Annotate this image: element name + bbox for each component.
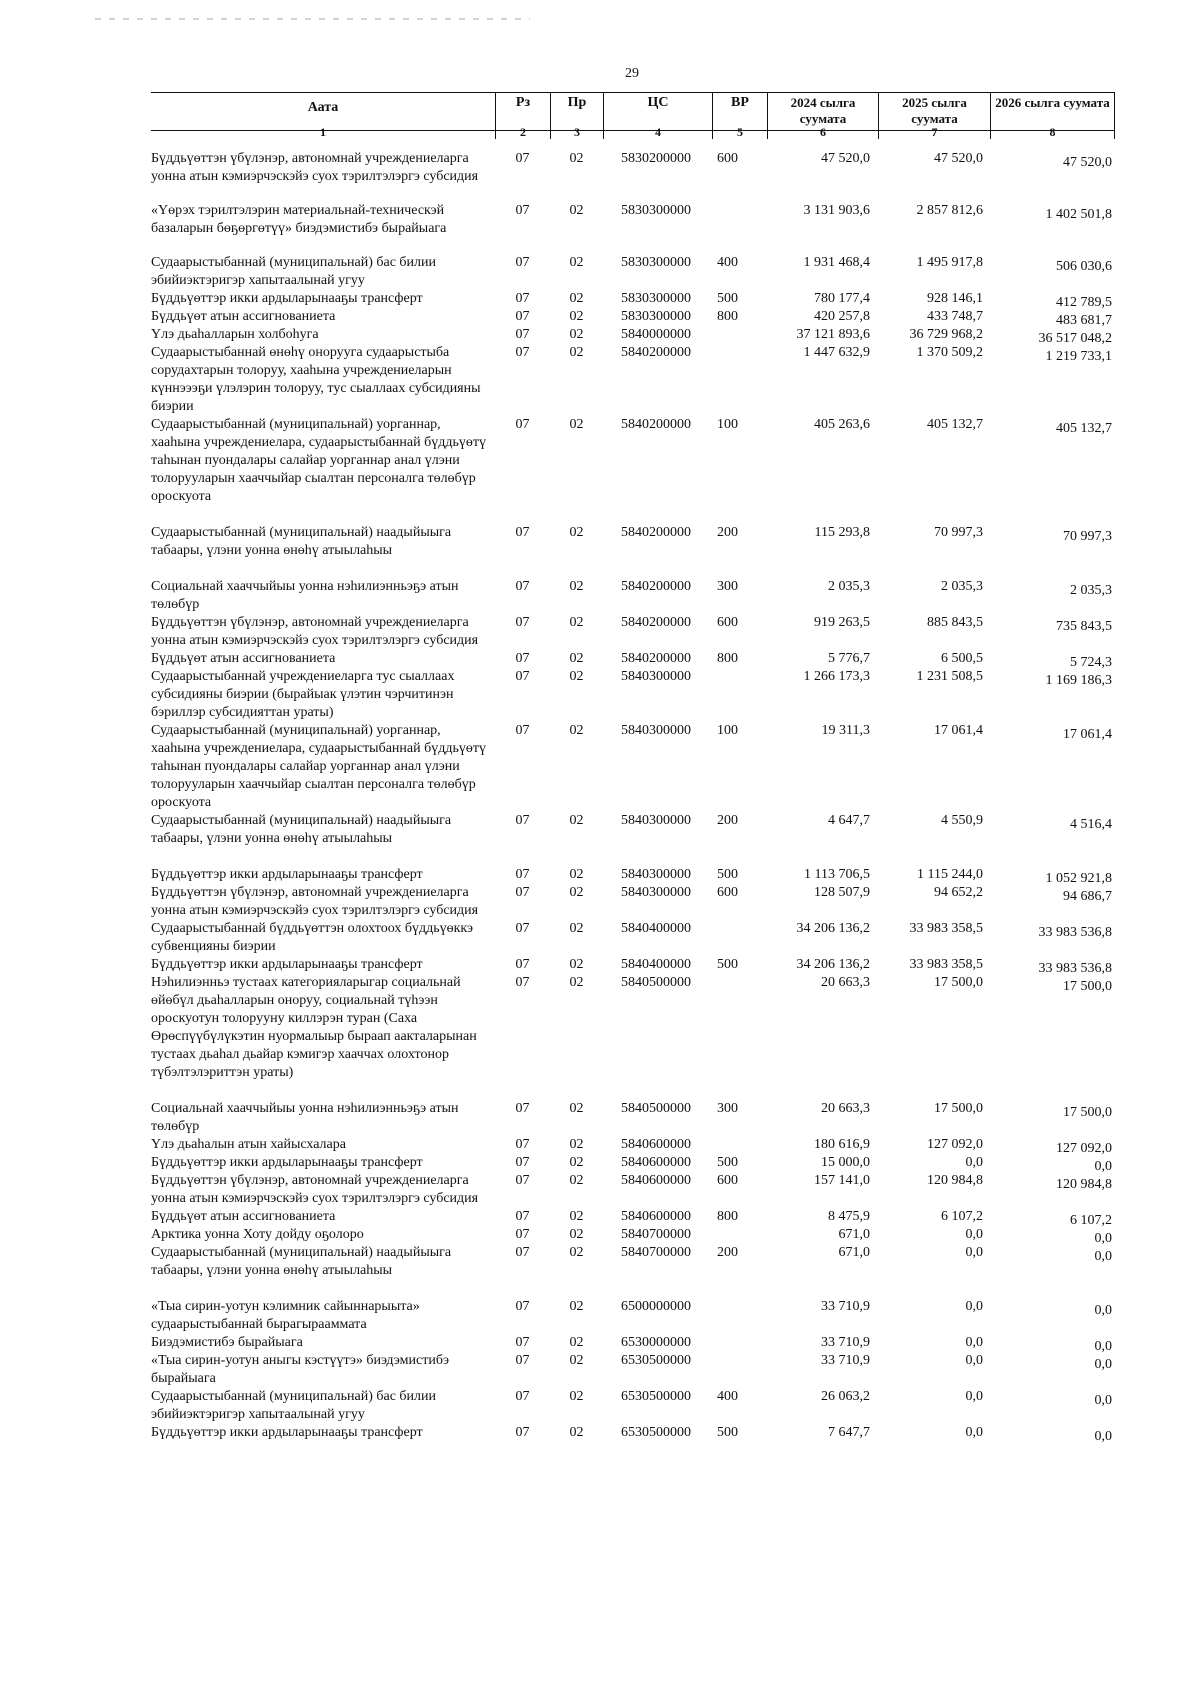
row-2026: 17 061,4 [1063,727,1112,742]
table-row [151,254,1115,290]
row-name: Судаарыстыбаннай (муниципальнай) уорганнар, хааһына учреждениелара, судаарыстыбаннай бүддьүөтү таһынан пуондалары салайар уорганнар анал үлэни толорууларын хааччыйар сыалтан персоналга төлөбүр ороскуота [151,723,486,810]
row-rz: 07 [515,723,530,738]
row-pr: 02 [569,975,584,990]
row-name: Судаарыстыбаннай бүддьүөттэн олохтоох бүддьүөккэ субвенцияны биэрии [151,921,474,954]
row-2024: 2 035,3 [828,579,870,594]
table-row [151,1388,1115,1424]
row-2024: 34 206 136,2 [796,957,870,972]
row-2025: 1 115 244,0 [917,867,983,882]
row-name: Судаарыстыбаннай (муниципальнай) наадыйыыга табаары, үлэни уонна өнөһү атыылаһыы [151,1245,452,1278]
row-vr: 500 [717,291,738,306]
row-2026: 1 219 733,1 [1045,349,1112,364]
row-2025: 0,0 [965,1155,983,1170]
col-num: 8 [990,125,1115,139]
row-rz: 07 [515,1389,530,1404]
row-2025: 0,0 [965,1227,983,1242]
row-vr: 400 [717,255,738,270]
table-row [151,1334,1115,1352]
column-number-row [151,125,1115,139]
row-rz: 07 [515,669,530,684]
row-cs: 6500000000 [621,1299,691,1314]
row-2026: 17 500,0 [1063,979,1112,994]
row-pr: 02 [569,1101,584,1116]
row-2026: 0,0 [1094,1339,1112,1354]
row-rz: 07 [515,1173,530,1188]
row-vr: 500 [717,1155,738,1170]
row-2025: 0,0 [965,1245,983,1260]
row-rz: 07 [515,417,530,432]
row-rz: 07 [515,921,530,936]
row-2024: 37 121 893,6 [796,327,870,342]
row-rz: 07 [515,291,530,306]
row-2025: 47 520,0 [934,151,983,166]
row-vr: 300 [717,1101,738,1116]
row-name: Бүддьүөт атын ассигнованиета [151,309,336,324]
row-rz: 07 [515,345,530,360]
col-num: 3 [550,125,603,139]
row-2025: 1 231 508,5 [916,669,983,684]
row-pr: 02 [569,1389,584,1404]
row-2025: 0,0 [965,1299,983,1314]
row-2024: 20 663,3 [821,975,870,990]
row-2025: 0,0 [965,1425,983,1440]
row-2026: 1 052 921,8 [1045,871,1112,886]
row-rz: 07 [515,1101,530,1116]
table-row [151,1226,1115,1244]
table-row [151,884,1115,920]
table-row [151,290,1115,308]
row-pr: 02 [569,1137,584,1152]
col-num: 1 [320,125,326,139]
row-2025: 1 495 917,8 [916,255,983,270]
header-aata: Аата [307,100,339,115]
row-2024: 919 263,5 [814,615,870,630]
table-row [151,344,1115,416]
row-2025: 6 107,2 [941,1209,983,1224]
table-row [151,1100,1115,1136]
row-vr: 200 [717,525,738,540]
row-2024: 19 311,3 [821,723,870,738]
row-2024: 15 000,0 [821,1155,870,1170]
row-rz: 07 [515,525,530,540]
row-rz: 07 [515,1155,530,1170]
table-row [151,202,1115,238]
row-name: «Үөрэх тэрилтэлэрин материальнай-техническэй базаларын бөҕөргөтүү» биэдэмистибэ бырайыага [151,203,447,236]
row-cs: 5830200000 [621,151,691,166]
row-name: Бүддьүөттэн үбүлэнэр, автономнай учреждениеларга уонна атын кэмиэрчэскэйэ суох тэрилтэлэргэ субсидия [151,615,479,648]
row-name: Бүддьүөттэр икки ардыларынааҕы трансферт [151,1425,423,1440]
row-rz: 07 [515,975,530,990]
row-2026: 412 789,5 [1056,295,1112,310]
row-cs: 5840500000 [621,1101,691,1116]
scan-noise-line [95,18,530,20]
table-row [151,722,1115,812]
row-cs: 5830300000 [621,309,691,324]
row-2026: 47 520,0 [1063,155,1112,170]
row-vr: 600 [717,885,738,900]
table-row [151,974,1115,1082]
row-2024: 26 063,2 [821,1389,870,1404]
row-2026: 33 983 536,8 [1038,925,1112,940]
table-row [151,150,1115,186]
row-2025: 0,0 [965,1353,983,1368]
table-row [151,650,1115,668]
row-cs: 5840200000 [621,345,691,360]
row-pr: 02 [569,291,584,306]
table-row [151,866,1115,884]
row-2026: 33 983 536,8 [1038,961,1112,976]
row-rz: 07 [515,813,530,828]
row-cs: 5840300000 [621,885,691,900]
row-2024: 1 447 632,9 [803,345,870,360]
row-2024: 1 266 173,3 [803,669,870,684]
row-rz: 07 [515,1299,530,1314]
row-pr: 02 [569,1155,584,1170]
table-row [151,1136,1115,1154]
row-2026: 1 402 501,8 [1045,207,1112,222]
row-name: Нэһилиэнньэ тустаах категорияларыгар социальнай өйөбүл дьаһалларын оноруу, социальнай түһээн ороскуотун толорууну киллэрэн туран (Саха Өрөспүүбүлүкэтин нуормалыыр быраап аакталарынан тустаах дьаһал дьайар кэмигэр хааччах олохтонор түбэлтэлэриттэн ураты) [151,975,477,1080]
row-2024: 671,0 [838,1227,870,1242]
row-2025: 6 500,5 [941,651,983,666]
row-2024: 8 475,9 [828,1209,870,1224]
row-pr: 02 [569,345,584,360]
row-vr: 500 [717,867,738,882]
row-rz: 07 [515,651,530,666]
row-cs: 5830300000 [621,203,691,218]
row-cs: 5840000000 [621,327,691,342]
col-num: 6 [767,125,878,139]
row-2026: 0,0 [1094,1249,1112,1264]
row-2024: 47 520,0 [821,151,870,166]
row-rz: 07 [515,885,530,900]
header-2024: 2024 сылга суумата [767,92,878,125]
row-2025: 94 652,2 [934,885,983,900]
table-row [151,524,1115,560]
row-2026: 120 984,8 [1056,1177,1112,1192]
row-vr: 800 [717,1209,738,1224]
row-name: Судаарыстыбаннай (муниципальнай) бас билии эбийиэктэригэр хапытаалынай угуу [151,255,437,288]
row-pr: 02 [569,579,584,594]
row-2026: 0,0 [1094,1393,1112,1408]
row-cs: 5840600000 [621,1155,691,1170]
table-row [151,1172,1115,1208]
row-2026: 0,0 [1094,1429,1112,1444]
table-row [151,1424,1115,1442]
row-rz: 07 [515,1335,530,1350]
row-2026: 0,0 [1094,1159,1112,1174]
row-cs: 5840200000 [621,579,691,594]
row-pr: 02 [569,1245,584,1260]
row-rz: 07 [515,957,530,972]
table-row [151,1352,1115,1388]
row-2026: 2 035,3 [1070,583,1112,598]
row-2026: 1 169 186,3 [1045,673,1112,688]
row-2025: 127 092,0 [927,1137,983,1152]
table-row [151,308,1115,326]
row-2026: 0,0 [1094,1303,1112,1318]
table-row [151,668,1115,722]
row-2024: 20 663,3 [821,1101,870,1116]
row-2024: 128 507,9 [814,885,870,900]
row-name: Бүддьүөттэн үбүлэнэр, автономнай учреждениеларга уонна атын кэмиэрчэскэйэ суох тэрилтэлэргэ субсидия [151,885,479,918]
row-2024: 3 131 903,6 [803,203,870,218]
row-2025: 17 061,4 [934,723,983,738]
row-2025: 433 748,7 [927,309,983,324]
row-vr: 500 [717,957,738,972]
row-vr: 800 [717,309,738,324]
row-cs: 5840400000 [621,921,691,936]
table-row [151,614,1115,650]
row-2026: 4 516,4 [1070,817,1112,832]
row-2024: 115 293,8 [814,525,870,540]
row-pr: 02 [569,1299,584,1314]
row-cs: 5840200000 [621,525,691,540]
table-row [151,416,1115,506]
col-num: 2 [495,125,550,139]
row-2025: 2 857 812,6 [916,203,983,218]
row-2025: 17 500,0 [934,975,983,990]
row-pr: 02 [569,813,584,828]
row-rz: 07 [515,1209,530,1224]
row-name: Үлэ дьаһалларын холбоһуга [151,327,319,342]
row-2025: 1 370 509,2 [916,345,983,360]
row-2025: 33 983 358,5 [909,957,983,972]
row-2025: 120 984,8 [927,1173,983,1188]
row-cs: 5840600000 [621,1209,691,1224]
row-2026: 0,0 [1094,1357,1112,1372]
row-pr: 02 [569,957,584,972]
row-pr: 02 [569,867,584,882]
row-pr: 02 [569,1335,584,1350]
row-name: Бүддьүөттэн үбүлэнэр, автономнай учреждениеларга уонна атын кэмиэрчэскэйэ суох тэрилтэлэргэ субсидия [151,151,479,184]
row-cs: 5840300000 [621,723,691,738]
col-num: 4 [603,125,712,139]
row-2026: 36 517 048,2 [1038,331,1112,346]
header-2025: 2025 сылга суумата [878,92,990,125]
row-rz: 07 [515,203,530,218]
table-row [151,920,1115,956]
row-pr: 02 [569,1173,584,1188]
row-2026: 127 092,0 [1056,1141,1112,1156]
row-2026: 5 724,3 [1070,655,1112,670]
row-2026: 483 681,7 [1056,313,1112,328]
row-2026: 6 107,2 [1070,1213,1112,1228]
row-cs: 5840300000 [621,669,691,684]
row-cs: 5830300000 [621,291,691,306]
row-name: Социальнай хааччыйыы уонна нэһилиэнньэҕэ атын төлөбүр [151,579,459,612]
row-rz: 07 [515,615,530,630]
row-cs: 5840500000 [621,975,691,990]
row-name: Бүддьүөттэр икки ардыларынааҕы трансферт [151,291,423,306]
header-cs: ЦС [603,92,712,125]
row-2026: 506 030,6 [1056,259,1112,274]
row-pr: 02 [569,203,584,218]
table-row [151,812,1115,848]
row-vr: 600 [717,151,738,166]
row-rz: 07 [515,309,530,324]
row-2024: 157 141,0 [814,1173,870,1188]
table-row [151,1208,1115,1226]
header-vr: ВР [712,92,767,125]
row-pr: 02 [569,151,584,166]
row-name: Бүддьүөт атын ассигнованиета [151,1209,336,1224]
row-pr: 02 [569,1425,584,1440]
row-2024: 420 257,8 [814,309,870,324]
row-pr: 02 [569,885,584,900]
row-pr: 02 [569,651,584,666]
row-pr: 02 [569,417,584,432]
row-rz: 07 [515,1353,530,1368]
row-2024: 7 647,7 [828,1425,870,1440]
row-2026: 405 132,7 [1056,421,1112,436]
row-vr: 600 [717,615,738,630]
row-rz: 07 [515,151,530,166]
row-name: Бүддьүөттэн үбүлэнэр, автономнай учреждениеларга уонна атын кэмиэрчэскэйэ суох тэрилтэлэргэ субсидия [151,1173,479,1206]
row-name: Судаарыстыбаннай (муниципальнай) уорганнар, хааһына учреждениелара, судаарыстыбаннай бүддьүөтү таһынан пуондалары салайар уорганнар анал үлэни толорууларын хааччыйар сыалтан персоналга төлөбүр ороскуота [151,417,486,504]
row-cs: 5840600000 [621,1173,691,1188]
row-name: «Тыа сирин-уотун кэлимник сайыннарыыта» судаарыстыбаннай бырагырааммата [151,1299,420,1332]
table-row [151,956,1115,974]
row-2025: 0,0 [965,1389,983,1404]
row-rz: 07 [515,1227,530,1242]
row-vr: 500 [717,1425,738,1440]
row-2024: 1 931 468,4 [803,255,870,270]
row-cs: 5840300000 [621,813,691,828]
row-rz: 07 [515,867,530,882]
row-name: Судаарыстыбаннай өнөһү онорууга судаарыстыба сорудахтарын толоруу, хааһына учреждениеларын күннэээҕи үлэлэрин толоруу, тус сыаллаах субсидияны биэрии [151,345,481,414]
row-2026: 17 500,0 [1063,1105,1112,1120]
page-number: 29 [625,66,639,81]
row-2025: 0,0 [965,1335,983,1350]
row-2025: 17 500,0 [934,1101,983,1116]
row-pr: 02 [569,1227,584,1242]
row-cs: 6530500000 [621,1353,691,1368]
row-2024: 4 647,7 [828,813,870,828]
row-vr: 600 [717,1173,738,1188]
row-name: Социальнай хааччыйыы уонна нэһилиэнньэҕэ атын төлөбүр [151,1101,459,1134]
row-vr: 100 [717,417,738,432]
row-2026: 735 843,5 [1056,619,1112,634]
row-cs: 5830300000 [621,255,691,270]
row-2026: 0,0 [1094,1231,1112,1246]
row-vr: 200 [717,813,738,828]
row-cs: 5840200000 [621,417,691,432]
table-row [151,326,1115,344]
header-rz: Рз [495,92,550,125]
row-2025: 2 035,3 [941,579,983,594]
row-cs: 5840200000 [621,615,691,630]
row-2024: 34 206 136,2 [796,921,870,936]
row-2024: 180 616,9 [814,1137,870,1152]
row-2026: 94 686,7 [1063,889,1112,904]
row-name: Биэдэмистибэ бырайыага [151,1335,303,1350]
row-name: Судаарыстыбаннай (муниципальнай) бас билии эбийиэктэригэр хапытаалынай угуу [151,1389,437,1422]
row-2024: 33 710,9 [821,1335,870,1350]
row-cs: 5840200000 [621,651,691,666]
row-2024: 5 776,7 [828,651,870,666]
row-name: Бүддьүөт атын ассигнованиета [151,651,336,666]
row-pr: 02 [569,723,584,738]
row-2025: 405 132,7 [927,417,983,432]
row-cs: 5840300000 [621,867,691,882]
row-2024: 405 263,6 [814,417,870,432]
row-rz: 07 [515,1245,530,1260]
row-cs: 5840600000 [621,1137,691,1152]
row-name: Бүддьүөттэр икки ардыларынааҕы трансферт [151,867,423,882]
row-name: Бүддьүөттэр икки ардыларынааҕы трансферт [151,1155,423,1170]
row-2024: 33 710,9 [821,1353,870,1368]
row-cs: 5840700000 [621,1245,691,1260]
row-2024: 1 113 706,5 [804,867,870,882]
row-pr: 02 [569,615,584,630]
row-rz: 07 [515,1425,530,1440]
row-rz: 07 [515,1137,530,1152]
row-pr: 02 [569,669,584,684]
row-2025: 928 146,1 [927,291,983,306]
row-pr: 02 [569,525,584,540]
row-name: Бүддьүөттэр икки ардыларынааҕы трансферт [151,957,423,972]
col-num: 7 [878,125,990,139]
row-cs: 5840700000 [621,1227,691,1242]
row-2025: 33 983 358,5 [909,921,983,936]
row-rz: 07 [515,327,530,342]
row-cs: 6530500000 [621,1389,691,1404]
row-2024: 33 710,9 [821,1299,870,1314]
table-row [151,578,1115,614]
row-cs: 5840400000 [621,957,691,972]
row-name: «Тыа сирин-уотун аныгы кэстүүтэ» биэдэмистибэ бырайыага [151,1353,449,1386]
row-vr: 100 [717,723,738,738]
row-pr: 02 [569,1353,584,1368]
row-name: Үлэ дьаһалын атын хайысхалара [151,1137,346,1152]
table-row [151,1244,1115,1280]
row-name: Судаарыстыбаннай учреждениеларга тус сыаллаах субсидияны биэрии (бырайыак үлэтин чэрчитинэн бэриллэр субсидияттан ураты) [151,669,455,720]
row-2026: 70 997,3 [1063,529,1112,544]
row-vr: 300 [717,579,738,594]
table-body [151,150,1115,1442]
table-row [151,1154,1115,1172]
row-pr: 02 [569,921,584,936]
row-name: Судаарыстыбаннай (муниципальнай) наадыйыыга табаары, үлэни уонна өнөһү атыылаһыы [151,813,452,846]
row-pr: 02 [569,255,584,270]
row-pr: 02 [569,1209,584,1224]
row-2024: 671,0 [838,1245,870,1260]
row-vr: 400 [717,1389,738,1404]
row-pr: 02 [569,309,584,324]
row-2025: 885 843,5 [927,615,983,630]
row-pr: 02 [569,327,584,342]
row-name: Судаарыстыбаннай (муниципальнай) наадыйыыга табаары, үлэни уонна өнөһү атыылаһыы [151,525,452,558]
header-2026: 2026 сылга суумата [990,92,1115,125]
row-vr: 800 [717,651,738,666]
row-rz: 07 [515,255,530,270]
row-name: Арктика уонна Хоту дойду оҕолоро [151,1227,364,1242]
row-2025: 36 729 968,2 [909,327,983,342]
row-rz: 07 [515,579,530,594]
table-row [151,1298,1115,1334]
row-cs: 6530000000 [621,1335,691,1350]
col-num: 5 [712,125,767,139]
row-cs: 6530500000 [621,1425,691,1440]
row-2025: 4 550,9 [941,813,983,828]
header-pr: Пр [550,92,603,125]
row-2025: 70 997,3 [934,525,983,540]
row-2024: 780 177,4 [814,291,870,306]
row-vr: 200 [717,1245,738,1260]
